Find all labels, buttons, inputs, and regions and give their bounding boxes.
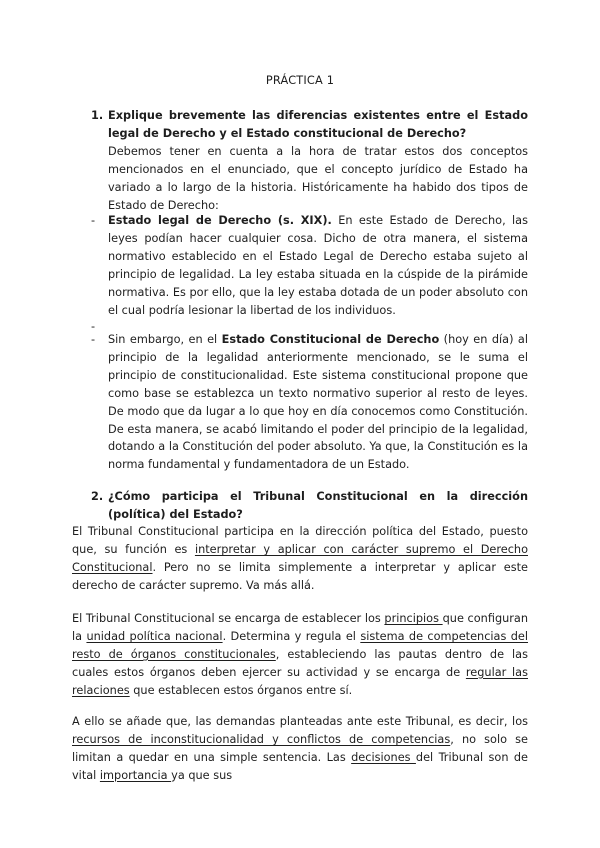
underlined-phrase: decisiones — [351, 750, 416, 764]
bullet-estado-constitucional — [108, 331, 528, 474]
paragraph-3-text: del Tribunal son de vital — [72, 750, 528, 782]
paragraph-2-text: que establecen estos órganos entre sí. — [129, 683, 353, 697]
bullet-estado-legal — [108, 212, 528, 319]
question-1-heading: Explique brevemente las diferencias existentes entre el Estado legal de Derecho y el Estado constitucional de Derecho? — [108, 109, 528, 140]
page-title: PRÁCTICA 1 — [265, 74, 335, 87]
underlined-phrase: regular las relaciones — [72, 665, 528, 697]
underlined-phrase: interpretar y aplicar con carácter supremo el Derecho Constitucional — [72, 542, 528, 574]
paragraph-2-text: El Tribunal Constitucional se encarga de establecer los — [72, 612, 385, 625]
estado-constitucional-text: (hoy en día) al principio de la legalidad anteriormente mencionado, se le suma el principio de constitucionalidad. Este sistema constitucional propone que como base se establezca un texto normativo superior al resto de leyes. De modo que da lugar a lo que hoy en día conocemos como Constitución. De esta manera, se acabó limitando el poder del principio de la legalidad, dotando a la Constitución del poder absoluto. Ya que, la Constitución es la norma fundamental y fundamentadora de un Estado. — [108, 333, 528, 472]
paragraph-3-text: , no solo se limitan a quedar en una simple sentencia. Las — [72, 732, 528, 764]
underlined-phrase: recursos de inconstitucionalidad y conflictos de competencias — [72, 732, 451, 746]
bullet-dash: - — [91, 333, 96, 346]
paragraph-2-text: , estableciendo las pautas dentro de las cuales estos órganos deben ejercer su actividad y se encarga de — [72, 647, 528, 679]
underlined-phrase: importancia — [99, 768, 172, 782]
estado-constitucional-term: Estado Constitucional de Derecho — [221, 333, 440, 346]
estado-constitucional-pre: Sin embargo, en el — [108, 333, 222, 346]
question-1-number: 1. — [91, 109, 104, 122]
empty-bullet-dash: - — [91, 320, 96, 333]
paragraph-3-text: A ello se añade que, las demandas planteadas ante este Tribunal, es decir, los — [72, 715, 528, 728]
bullet-dash: - — [91, 214, 96, 227]
paragraph-1-text: . Pero no se limita simplemente a interpretar y aplicar este derecho de carácter supremo. Va más allá. — [72, 560, 528, 592]
estado-legal-term: Estado legal de Derecho (s. XIX). — [108, 214, 332, 227]
paragraph-1 — [72, 523, 528, 595]
estado-legal-text: En este Estado de Derecho, las leyes podían hacer cualquier cosa. Dicho de otra manera, el sistema normativo establecido en el Estado Legal de Derecho estaba sujeto al principio de legalidad. La ley estaba situada en la cúspide de la pirámide normativa. Es por ello, que la ley estaba dotada de un poder absoluto con el cual podría lesionar la libertad de los individuos. — [108, 214, 528, 317]
question-2-heading: ¿Cómo participa el Tribunal Constitucional en la dirección (política) del Estado? — [108, 490, 528, 521]
paragraph-3 — [72, 713, 528, 785]
question-1-intro: Debemos tener en cuenta a la hora de tratar estos dos conceptos mencionados en el enunciado, que el concepto jurídico de Estado ha variado a lo largo de la historia. Históricamente ha habido dos tipos de Estado de Derecho: — [108, 145, 528, 212]
underlined-phrase: sistema de competencias del resto de órganos constitucionales — [72, 629, 529, 661]
paragraph-2 — [72, 610, 528, 700]
paragraph-1-text: El Tribunal Constitucional participa en la dirección política del Estado, puesto que, su función es — [72, 525, 528, 556]
paragraph-2-text: . Determina y regula el — [222, 629, 361, 643]
underlined-phrase: unidad política nacional — [86, 629, 223, 643]
question-2-number: 2. — [91, 490, 104, 503]
paragraph-3-text: ya que sus — [171, 768, 233, 782]
paragraph-2-text: que configuran la — [72, 612, 529, 643]
underlined-phrase: principios — [384, 612, 443, 625]
